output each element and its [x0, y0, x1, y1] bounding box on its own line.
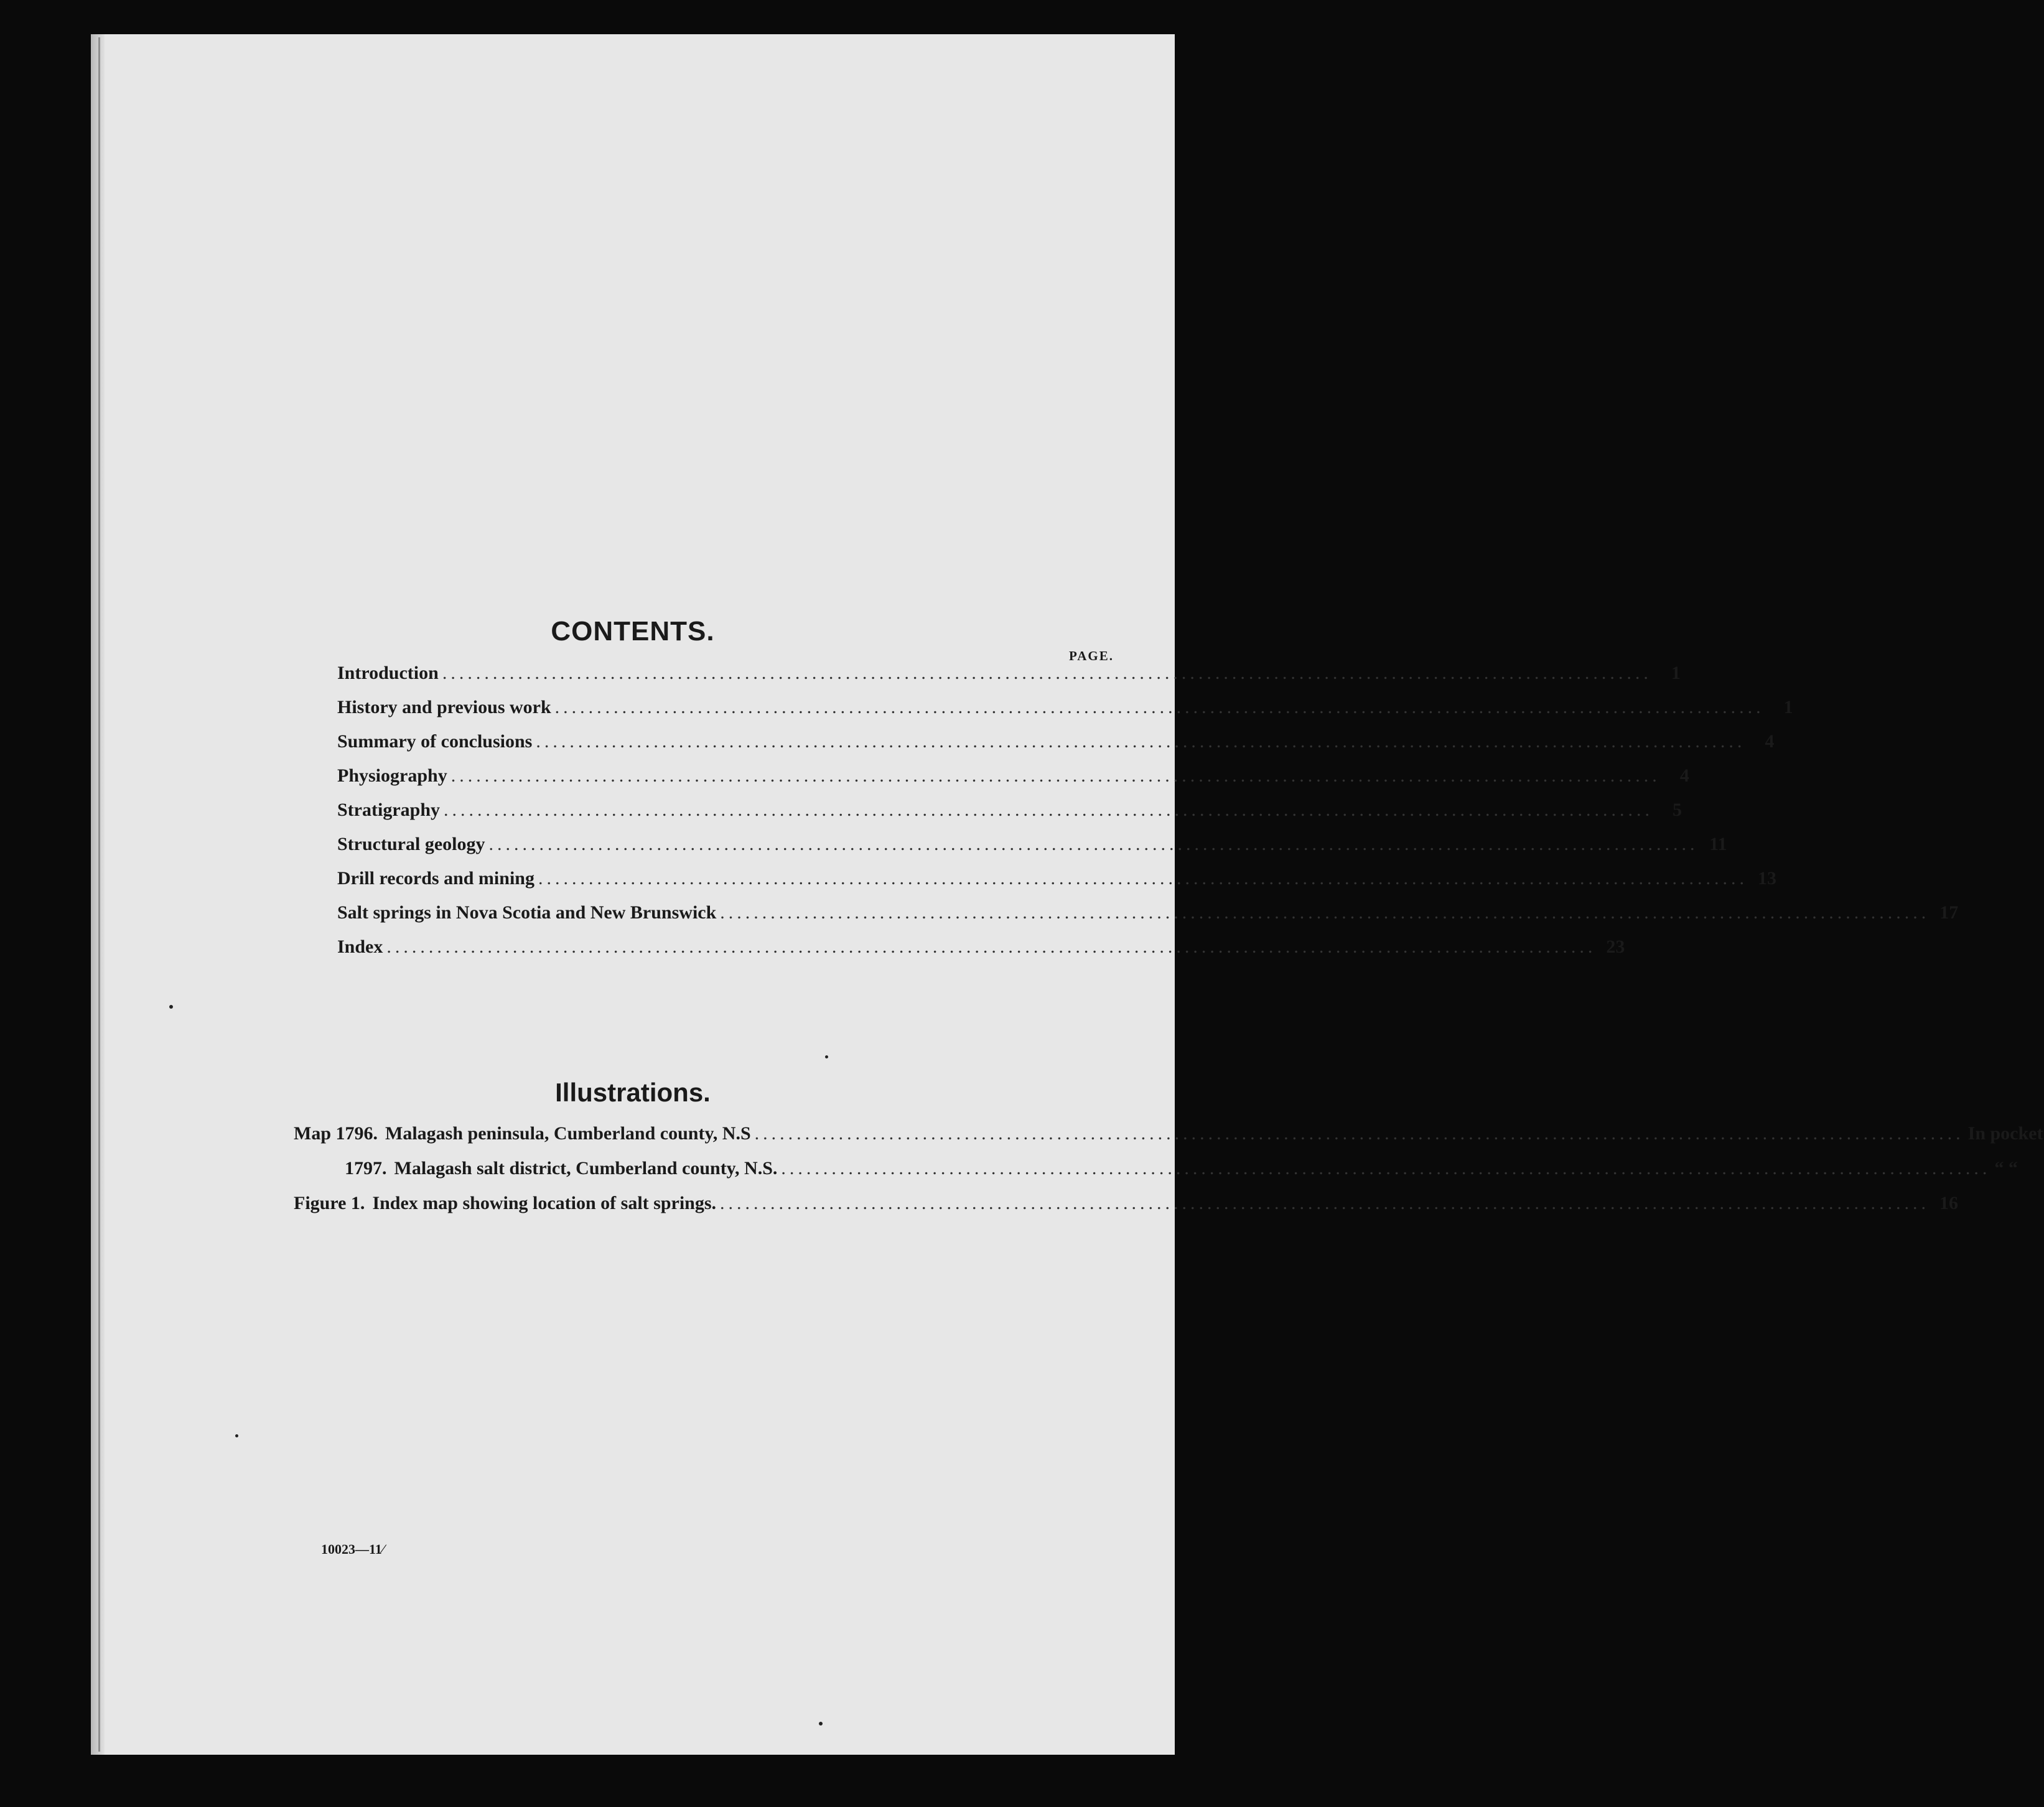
page-column-label: PAGE. — [1069, 648, 1114, 663]
toc-entry-page: 4 — [1679, 765, 1689, 786]
leader-dots: ................................................................................................................................................ — [444, 800, 1653, 820]
scan-speck — [819, 1722, 823, 1725]
leader-dots: ................................................................................................................................................ — [754, 1123, 1964, 1144]
toc-entry-label: Drill records and mining — [337, 868, 534, 889]
binding-shadow-line — [98, 37, 100, 1752]
illustration-prefix: 1797. — [345, 1158, 387, 1179]
toc-entry-page: 13 — [1757, 868, 1776, 889]
leader-dots: ................................................................................................................................................ — [720, 902, 1930, 923]
toc-entry-page: 1 — [1671, 663, 1681, 683]
illustration-entry — [294, 1193, 1959, 1228]
toc-entry — [337, 902, 1959, 936]
toc-entry-label: Summary of conclusions — [337, 731, 533, 752]
toc-entry-label: Physiography — [337, 765, 447, 786]
leader-dots: ................................................................................................................................................ — [554, 697, 1765, 717]
toc-entry-label: History and previous work — [337, 697, 551, 717]
toc-entry-label: Index — [337, 936, 383, 957]
toc-entry-page: 17 — [1939, 902, 1959, 923]
contents-title: CONTENTS. — [551, 616, 715, 647]
toc-entry-label: Salt springs in Nova Scotia and New Brunswick — [337, 902, 717, 923]
leader-dots: ................................................................................................................................................ — [781, 1158, 1991, 1179]
contents-list — [337, 663, 1959, 971]
toc-entry — [337, 697, 1793, 731]
toc-entry-page: 11 — [1709, 834, 1727, 854]
illustration-prefix: Map 1796. — [294, 1123, 378, 1144]
toc-entry — [337, 868, 1776, 902]
leader-dots: ................................................................................................................................................ — [450, 765, 1661, 786]
leader-dots: ................................................................................................................................................ — [488, 834, 1699, 854]
signature-code: 10023—11⁄ — [321, 1541, 385, 1557]
page-binding-edge — [91, 34, 105, 1755]
toc-entry — [337, 834, 1727, 868]
toc-entry-label: Structural geology — [337, 834, 485, 854]
leader-dots: ................................................................................................................................................ — [536, 731, 1746, 752]
toc-entry-page: 1 — [1783, 697, 1793, 717]
toc-entry — [337, 800, 1682, 834]
toc-entry — [337, 765, 1689, 800]
illustrations-title: Illustrations. — [555, 1078, 711, 1107]
scan-speck — [825, 1055, 828, 1058]
toc-entry — [337, 936, 1625, 971]
document-page — [91, 34, 2043, 1755]
illustration-label: Malagash salt district, Cumberland county, N.S. — [394, 1158, 778, 1179]
illustration-label: Malagash peninsula, Cumberland county, N.S — [385, 1123, 751, 1144]
toc-entry-page: 23 — [1606, 936, 1625, 957]
illustrations-list — [294, 1123, 2043, 1228]
scan-speck — [169, 1005, 173, 1009]
leader-dots: ................................................................................................................................................ — [538, 868, 1748, 889]
toc-entry — [337, 731, 1775, 765]
toc-entry-page: 5 — [1673, 800, 1682, 820]
illustration-prefix: Figure 1. — [294, 1193, 365, 1213]
scan-speck — [235, 1434, 238, 1437]
illustration-entry — [294, 1123, 2043, 1158]
illustration-page: 16 — [1939, 1193, 1959, 1213]
toc-entry-label: Introduction — [337, 663, 439, 683]
leader-dots: ................................................................................................................................................ — [386, 936, 1597, 957]
illustration-label: Index map showing location of salt springs. — [372, 1193, 717, 1213]
illustration-page: In pocket — [1967, 1123, 2043, 1144]
illustration-page: “ “ — [1994, 1158, 2018, 1179]
illustration-entry — [294, 1158, 2018, 1193]
toc-entry-label: Stratigraphy — [337, 800, 440, 820]
leader-dots: ................................................................................................................................................ — [442, 663, 1652, 683]
toc-entry-page: 4 — [1765, 731, 1775, 752]
leader-dots: ................................................................................................................................................ — [720, 1193, 1930, 1213]
toc-entry — [337, 663, 1681, 697]
